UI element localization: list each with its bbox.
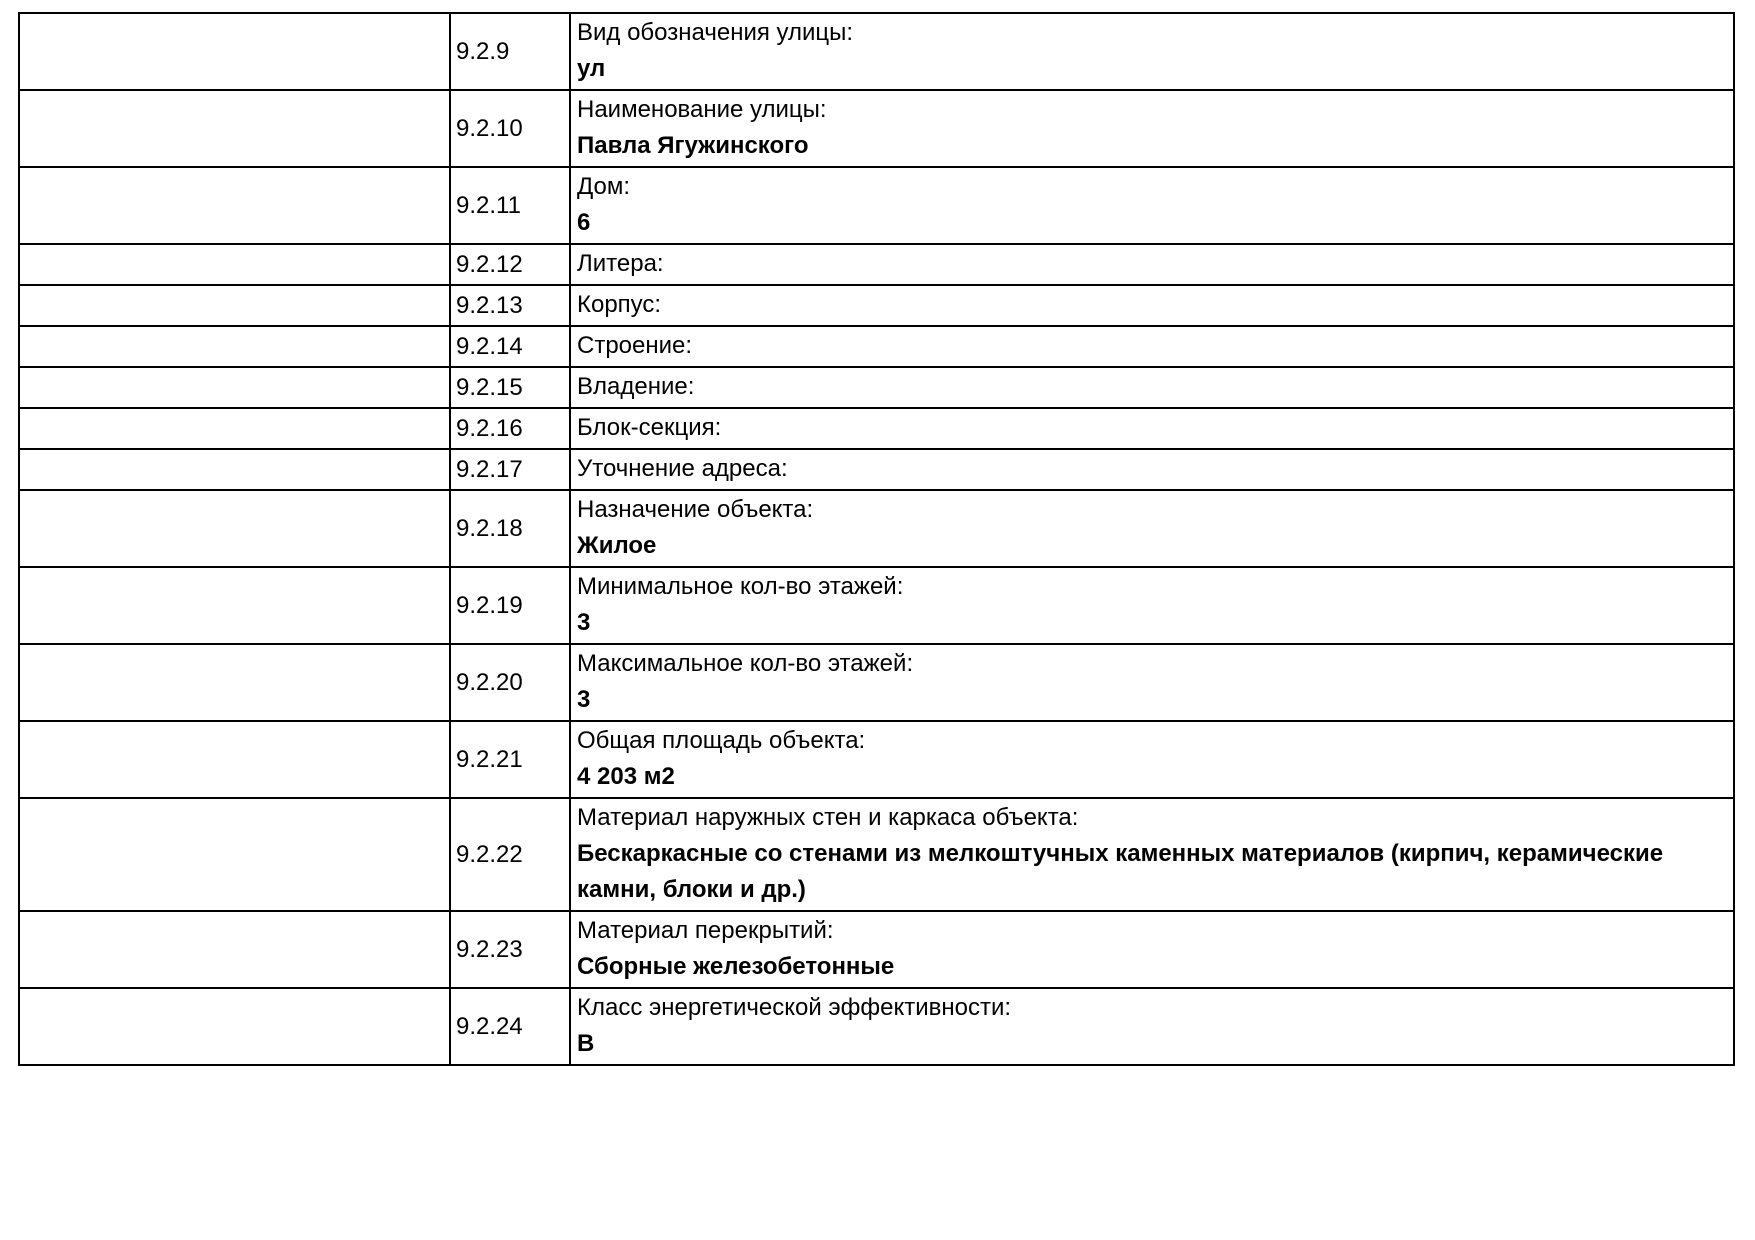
row-number-text: 9.2.14 [456,332,523,360]
table-row [20,720,1733,797]
row-number [449,450,569,489]
row-number-text: 9.2.21 [456,745,523,773]
field-value: 6 [577,209,591,236]
table-row [20,325,1733,366]
row-number-text: 9.2.12 [456,250,523,278]
table-row [20,643,1733,720]
field-label: Минимальное кол-во этажей: [577,573,904,600]
row-content [569,799,1733,910]
field-label: Материал наружных стен и каркаса объекта: [577,804,1079,831]
row-content [569,286,1733,325]
empty-cell [20,645,449,720]
table-row [20,407,1733,448]
row-content [569,450,1733,489]
table-row [20,89,1733,166]
table-row [20,284,1733,325]
row-number [449,491,569,566]
field-label: Наименование улицы: [577,96,827,123]
row-content [569,14,1733,89]
row-number-text: 9.2.17 [456,455,523,483]
empty-cell [20,14,449,89]
row-number-text: 9.2.9 [456,37,510,65]
declaration-table [18,12,1735,1066]
row-number [449,409,569,448]
row-number-text: 9.2.19 [456,591,523,619]
row-number-text: 9.2.22 [456,840,523,868]
row-number-text: 9.2.24 [456,1012,523,1040]
row-content [569,245,1733,284]
row-number [449,799,569,910]
row-number-text: 9.2.16 [456,414,523,442]
empty-cell [20,568,449,643]
field-label: Уточнение адреса: [577,455,788,482]
empty-cell [20,245,449,284]
row-content [569,645,1733,720]
row-number [449,722,569,797]
field-value: 4 203 м2 [577,763,675,790]
row-number-text: 9.2.20 [456,668,523,696]
field-value: Павла Ягужинского [577,132,809,159]
row-number [449,368,569,407]
field-value: 3 [577,686,591,713]
row-number-text: 9.2.13 [456,291,523,319]
table-row [20,987,1733,1064]
row-number [449,912,569,987]
table-row [20,489,1733,566]
table-row [20,166,1733,243]
field-value: Сборные железобетонные [577,953,895,980]
row-content [569,912,1733,987]
row-number [449,645,569,720]
field-label: Блок-секция: [577,414,722,441]
empty-cell [20,327,449,366]
row-content [569,568,1733,643]
field-label: Владение: [577,373,695,400]
row-number [449,91,569,166]
field-value: ул [577,55,606,82]
table-row [20,14,1733,89]
field-value: Жилое [577,532,657,559]
field-label: Дом: [577,173,631,200]
row-number-text: 9.2.15 [456,373,523,401]
row-content [569,491,1733,566]
row-content [569,722,1733,797]
row-content [569,91,1733,166]
field-value: 3 [577,609,591,636]
row-number [449,245,569,284]
field-label: Вид обозначения улицы: [577,19,854,46]
empty-cell [20,409,449,448]
row-number [449,327,569,366]
empty-cell [20,491,449,566]
empty-cell [20,91,449,166]
row-number-text: 9.2.18 [456,514,523,542]
row-content [569,409,1733,448]
row-number [449,989,569,1064]
field-label: Назначение объекта: [577,496,814,523]
table-row [20,448,1733,489]
row-number-text: 9.2.23 [456,935,523,963]
table-row [20,797,1733,910]
empty-cell [20,286,449,325]
row-content [569,327,1733,366]
row-number-text: 9.2.10 [456,114,523,142]
table-row [20,910,1733,987]
field-label: Корпус: [577,291,662,318]
field-value: Бескаркасные со стенами из мелкоштучных каменных материалов (кирпич, керамические камни, блоки и др.) [577,840,1664,903]
empty-cell [20,168,449,243]
field-label: Строение: [577,332,693,359]
empty-cell [20,989,449,1064]
row-number [449,14,569,89]
row-number-text: 9.2.11 [456,191,521,219]
empty-cell [20,368,449,407]
field-value: В [577,1030,595,1057]
field-label: Класс энергетической эффективности: [577,994,1012,1021]
empty-cell [20,450,449,489]
field-label: Максимальное кол-во этажей: [577,650,914,677]
empty-cell [20,722,449,797]
row-number [449,568,569,643]
row-number [449,168,569,243]
field-label: Материал перекрытий: [577,917,834,944]
field-label: Общая площадь объекта: [577,727,866,754]
empty-cell [20,799,449,910]
row-content [569,989,1733,1064]
row-number [449,286,569,325]
empty-cell [20,912,449,987]
table-row [20,366,1733,407]
row-content [569,168,1733,243]
field-label: Литера: [577,250,664,277]
table-row [20,566,1733,643]
row-content [569,368,1733,407]
table-row [20,243,1733,284]
